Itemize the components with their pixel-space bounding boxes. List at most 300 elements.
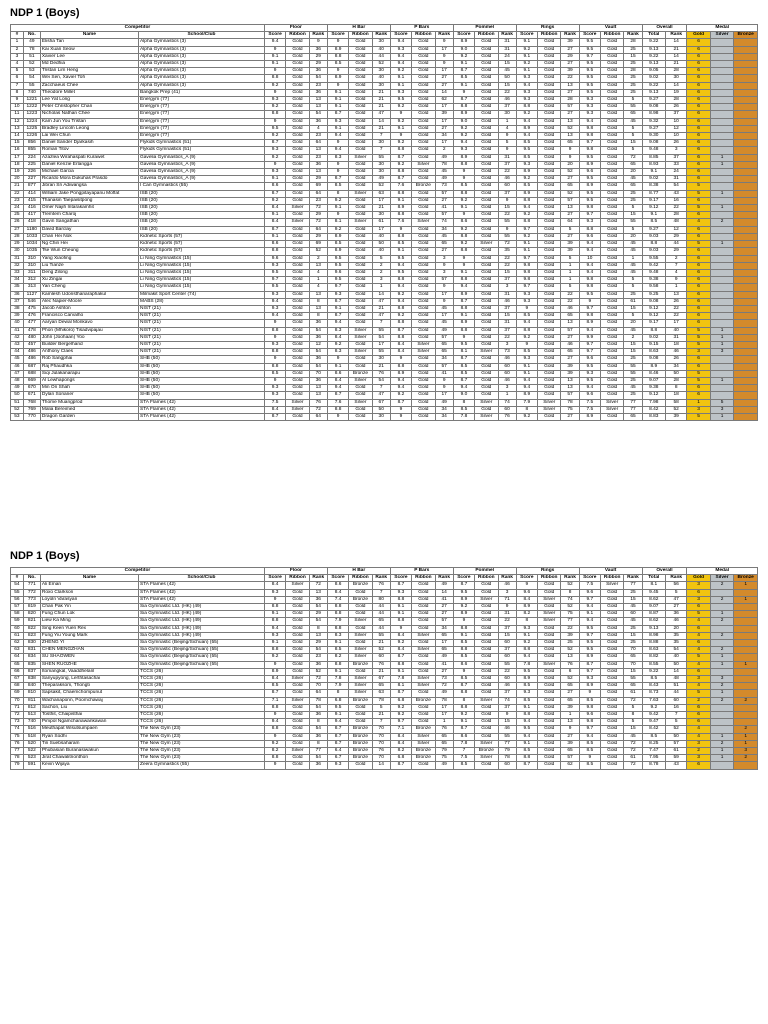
pommel-ribbon: Silver bbox=[475, 241, 498, 248]
col-name: Pimpol Ngamchanawankawan bbox=[40, 719, 138, 726]
pbars-score: 9.1 bbox=[390, 248, 411, 255]
col-no: 773 bbox=[23, 596, 40, 603]
medal-silver bbox=[710, 248, 733, 255]
hbar-ribbon: Gold bbox=[349, 712, 372, 719]
rings-rank: 52 bbox=[561, 647, 579, 654]
hbar-ribbon: Silver bbox=[349, 632, 372, 639]
pommel-rank: 60 bbox=[498, 406, 516, 413]
floor-ribbon: Gold bbox=[286, 604, 309, 611]
table-row bbox=[11, 704, 758, 711]
floor-ribbon: Gold bbox=[286, 262, 309, 269]
floor-score: 9 bbox=[264, 68, 285, 75]
col-num: 70 bbox=[11, 697, 24, 704]
pbars-ribbon: Gold bbox=[412, 291, 435, 298]
pbars-ribbon: Gold bbox=[412, 39, 435, 46]
table-row bbox=[11, 762, 758, 769]
col-num: 4 bbox=[11, 61, 24, 68]
floor-score: 9.5 bbox=[264, 269, 285, 276]
medal-bronze bbox=[734, 169, 758, 176]
vault-ribbon: Gold bbox=[600, 241, 623, 248]
vault-ribbon: Gold bbox=[600, 683, 623, 690]
hbar-rank: 14 bbox=[372, 762, 390, 769]
vault-score: 9.3 bbox=[579, 111, 600, 118]
hbar-ribbon: Bronze bbox=[349, 697, 372, 704]
overall-total: 9.42 bbox=[642, 262, 665, 269]
col-num: 39 bbox=[11, 313, 24, 320]
table-row bbox=[11, 611, 758, 618]
rings-ribbon: Gold bbox=[538, 582, 561, 589]
overall-total: 8.85 bbox=[642, 154, 665, 161]
overall-rank: 12 bbox=[666, 226, 687, 233]
floor-rank: 64 bbox=[309, 690, 327, 697]
pbars-score: 9.3 bbox=[390, 89, 411, 96]
floor-ribbon: Gold bbox=[286, 356, 309, 363]
vault-rank: 5 bbox=[624, 719, 642, 726]
rings-rank: 22 bbox=[561, 291, 579, 298]
table-row bbox=[11, 327, 758, 334]
overall-total: 9.25 bbox=[642, 291, 665, 298]
vault-rank: 72 bbox=[624, 154, 642, 161]
floor-rank: 64 bbox=[309, 140, 327, 147]
pbars-ribbon: Silver bbox=[412, 733, 435, 740]
rings-ribbon: Gold bbox=[538, 248, 561, 255]
col-num: 14 bbox=[11, 133, 24, 140]
pbars-score: 9.4 bbox=[390, 39, 411, 46]
vault-ribbon: Silver bbox=[600, 406, 623, 413]
floor-rank: 36 bbox=[309, 762, 327, 769]
table-row bbox=[11, 385, 758, 392]
col-no: 1224 bbox=[23, 118, 40, 125]
medal-bronze bbox=[734, 161, 758, 168]
floor-score: 9 bbox=[264, 161, 285, 168]
rings-score: 9.2 bbox=[516, 111, 537, 118]
medal-gold: 2 bbox=[687, 748, 710, 755]
overall-total: 9.1 bbox=[642, 169, 665, 176]
vault-rank: 5 bbox=[624, 97, 642, 104]
hbar-score: 8.7 bbox=[327, 298, 348, 305]
pommel-score: 7 bbox=[453, 748, 474, 755]
pbars-score: 8.7 bbox=[390, 399, 411, 406]
vault-score: 9.5 bbox=[579, 377, 600, 384]
col-no: 1223 bbox=[23, 111, 40, 118]
pommel-score: 8.5 bbox=[453, 363, 474, 370]
pbars-ribbon: Gold bbox=[412, 226, 435, 233]
col-num: 44 bbox=[11, 349, 24, 356]
pbars-score: 9 bbox=[390, 133, 411, 140]
pommel-rank: 9 bbox=[498, 604, 516, 611]
pommel-ribbon: Gold bbox=[475, 726, 498, 733]
medal-silver bbox=[710, 762, 733, 769]
pommel-rank: 55 bbox=[498, 661, 516, 668]
col-school: NIST (21) bbox=[139, 349, 265, 356]
hbar-ribbon: Gold bbox=[349, 89, 372, 96]
medal-silver: 2 bbox=[710, 582, 733, 589]
group-header: Pommel bbox=[453, 568, 516, 575]
vault-rank: 15 bbox=[624, 212, 642, 219]
pbars-score: 8.8 bbox=[390, 363, 411, 370]
col-school: Kidnetic Sports (57) bbox=[139, 241, 265, 248]
rings-rank: 52 bbox=[561, 604, 579, 611]
vault-ribbon: Gold bbox=[600, 39, 623, 46]
hbar-rank: 76 bbox=[372, 661, 390, 668]
hbar-rank: 70 bbox=[372, 726, 390, 733]
floor-score: 9 bbox=[264, 356, 285, 363]
overall-total: 9.02 bbox=[642, 334, 665, 341]
col-num: 6 bbox=[11, 75, 24, 82]
hbar-rank: 30 bbox=[372, 169, 390, 176]
pbars-score: 7.6 bbox=[390, 219, 411, 226]
col-num: 1 bbox=[11, 39, 24, 46]
rings-rank: 57 bbox=[561, 197, 579, 204]
pommel-score: 9 bbox=[453, 169, 474, 176]
rings-rank: 65 bbox=[561, 349, 579, 356]
hbar-rank: 21 bbox=[372, 97, 390, 104]
medal-gold: 6 bbox=[687, 291, 710, 298]
hbar-rank: 78 bbox=[372, 697, 390, 704]
col-no: 54 bbox=[23, 75, 40, 82]
hbar-score: 8.7 bbox=[327, 392, 348, 399]
pommel-ribbon: Gold bbox=[475, 46, 498, 53]
rings-ribbon: Silver bbox=[538, 618, 561, 625]
overall-rank: 29 bbox=[666, 248, 687, 255]
medal-silver bbox=[710, 726, 733, 733]
col-name: Siqi Julakanarapu bbox=[40, 370, 138, 377]
overall-total: 9.42 bbox=[642, 712, 665, 719]
pommel-ribbon: Gold bbox=[475, 269, 498, 276]
overall-total: 9.02 bbox=[642, 176, 665, 183]
pommel-ribbon: Gold bbox=[475, 291, 498, 298]
overall-total: 8.77 bbox=[642, 190, 665, 197]
vault-ribbon: Gold bbox=[600, 68, 623, 75]
hbar-score: 7.6 bbox=[327, 399, 348, 406]
rings-score: 8.5 bbox=[516, 683, 537, 690]
floor-rank: 54 bbox=[309, 349, 327, 356]
hbar-rank: 30 bbox=[372, 140, 390, 147]
medal-silver bbox=[710, 212, 733, 219]
hbar-ribbon: Bronze bbox=[349, 740, 372, 747]
floor-rank: 29 bbox=[309, 611, 327, 618]
header-pommel-score: Score bbox=[453, 32, 474, 39]
table-row bbox=[11, 625, 758, 632]
pbars-rank: 45 bbox=[435, 169, 453, 176]
col-num: 16 bbox=[11, 147, 24, 154]
group-header: Overall bbox=[642, 568, 687, 575]
col-no: 1033 bbox=[23, 233, 40, 240]
rings-ribbon: Gold bbox=[538, 118, 561, 125]
vault-rank: 25 bbox=[624, 392, 642, 399]
vault-score: 8.8 bbox=[579, 226, 600, 233]
vault-score: 9.5 bbox=[579, 68, 600, 75]
vault-score: 9.7 bbox=[579, 632, 600, 639]
pbars-ribbon: Gold bbox=[412, 406, 435, 413]
pbars-score: 9.1 bbox=[390, 125, 411, 132]
medal-silver: 1 bbox=[710, 755, 733, 762]
overall-rank: 48 bbox=[666, 676, 687, 683]
floor-ribbon: Gold bbox=[286, 392, 309, 399]
pommel-ribbon: Silver bbox=[475, 349, 498, 356]
pommel-score: 8.9 bbox=[453, 154, 474, 161]
vault-score: 7.5 bbox=[579, 406, 600, 413]
hbar-rank: 3 bbox=[372, 277, 390, 284]
col-school: Gavelia Gymnastics_A (9) bbox=[139, 169, 265, 176]
pbars-ribbon: Gold bbox=[412, 313, 435, 320]
table-row bbox=[11, 377, 758, 384]
overall-rank: 18 bbox=[666, 392, 687, 399]
overall-rank: 59 bbox=[666, 755, 687, 762]
pommel-score: 9.0 bbox=[453, 46, 474, 53]
floor-score: 8.8 bbox=[264, 248, 285, 255]
rings-score: 8 bbox=[516, 618, 537, 625]
pommel-ribbon: Gold bbox=[475, 589, 498, 596]
floor-ribbon: Gold bbox=[286, 377, 309, 384]
medal-silver: 3 bbox=[710, 349, 733, 356]
table-row bbox=[11, 277, 758, 284]
overall-rank: 31 bbox=[666, 176, 687, 183]
hbar-ribbon: Silver bbox=[349, 334, 372, 341]
col-name: Rob Sangphai bbox=[40, 356, 138, 363]
hbar-score: 9.1 bbox=[327, 668, 348, 675]
pommel-rank: 22 bbox=[498, 668, 516, 675]
medal-gold: 6 bbox=[687, 640, 710, 647]
medal-silver bbox=[710, 719, 733, 726]
pbars-rank: 57 bbox=[435, 277, 453, 284]
pommel-score: 8.7 bbox=[453, 582, 474, 589]
hbar-score: 8.9 bbox=[327, 248, 348, 255]
vault-score: 9.6 bbox=[579, 589, 600, 596]
medal-silver bbox=[710, 140, 733, 147]
pommel-rank: 15 bbox=[498, 61, 516, 68]
vault-rank: 45 bbox=[624, 327, 642, 334]
floor-rank: 54 bbox=[309, 726, 327, 733]
medal-silver bbox=[710, 133, 733, 140]
col-name: CHEN MENGZHAN bbox=[40, 647, 138, 654]
table-row bbox=[11, 370, 758, 377]
hbar-score: 9.6 bbox=[327, 269, 348, 276]
overall-rank: 5 bbox=[666, 719, 687, 726]
col-name: Builder Bergelhand bbox=[40, 341, 138, 348]
floor-score: 8.5 bbox=[264, 683, 285, 690]
pbars-ribbon: Silver bbox=[412, 647, 435, 654]
header-medal-silver: Silver bbox=[710, 575, 733, 582]
overall-rank: 52 bbox=[666, 726, 687, 733]
pbars-score: 9.1 bbox=[390, 82, 411, 89]
pommel-ribbon: Gold bbox=[475, 313, 498, 320]
pommel-ribbon: Gold bbox=[475, 640, 498, 647]
pommel-score: 8.5 bbox=[453, 183, 474, 190]
pommel-ribbon: Gold bbox=[475, 363, 498, 370]
col-no: 687 bbox=[23, 363, 40, 370]
col-num: 61 bbox=[11, 632, 24, 639]
pbars-score: 9.4 bbox=[390, 377, 411, 384]
overall-rank: 14 bbox=[666, 39, 687, 46]
pommel-rank: 72 bbox=[498, 241, 516, 248]
pbars-ribbon: Gold bbox=[412, 97, 435, 104]
medal-bronze bbox=[734, 97, 758, 104]
hbar-ribbon: Silver bbox=[349, 690, 372, 697]
vault-rank: 25 bbox=[624, 625, 642, 632]
rings-ribbon: Gold bbox=[538, 291, 561, 298]
overall-total: 9.13 bbox=[642, 46, 665, 53]
rings-score: 8.2 bbox=[516, 611, 537, 618]
pommel-ribbon: Gold bbox=[475, 356, 498, 363]
vault-score: 9.4 bbox=[579, 241, 600, 248]
rings-score: 9.6 bbox=[516, 589, 537, 596]
overall-total: 9.12 bbox=[642, 392, 665, 399]
rings-ribbon: Gold bbox=[538, 269, 561, 276]
overall-rank: 35 bbox=[666, 632, 687, 639]
overall-total: 9.48 bbox=[642, 147, 665, 154]
pbars-score: 8.7 bbox=[390, 176, 411, 183]
pbars-ribbon: Gold bbox=[412, 704, 435, 711]
col-name: Ali Eman bbox=[40, 582, 138, 589]
floor-score: 9.3 bbox=[264, 392, 285, 399]
rings-rank: 39 bbox=[561, 704, 579, 711]
hbar-rank: 44 bbox=[372, 625, 390, 632]
pbars-ribbon: Gold bbox=[412, 690, 435, 697]
hbar-score: 8 bbox=[327, 190, 348, 197]
col-name: Raj Phaudhka bbox=[40, 363, 138, 370]
vault-score: 8.9 bbox=[579, 413, 600, 420]
hbar-rank: 14 bbox=[372, 118, 390, 125]
rings-ribbon: Gold bbox=[538, 190, 561, 197]
vault-ribbon: Gold bbox=[600, 161, 623, 168]
rings-rank: 8 bbox=[561, 589, 579, 596]
floor-rank: 13 bbox=[309, 147, 327, 154]
floor-rank: 29 bbox=[309, 212, 327, 219]
col-no: 770 bbox=[23, 413, 40, 420]
header-medal-gold: Gold bbox=[687, 575, 710, 582]
vault-ribbon: Gold bbox=[600, 125, 623, 132]
pommel-rank: 3 bbox=[498, 341, 516, 348]
pommel-ribbon: Gold bbox=[475, 61, 498, 68]
pommel-score: 8.8 bbox=[453, 625, 474, 632]
hbar-score: 8.7 bbox=[327, 313, 348, 320]
section-title: NDP 1 (Boys) bbox=[10, 550, 80, 562]
floor-rank: 36 bbox=[309, 334, 327, 341]
overall-rank: 9 bbox=[666, 277, 687, 284]
medal-gold: 6 bbox=[687, 176, 710, 183]
header-hbar-score: Score bbox=[327, 32, 348, 39]
vault-ribbon: Gold bbox=[600, 604, 623, 611]
medal-gold: 3 bbox=[687, 406, 710, 413]
pommel-rank: 46 bbox=[498, 683, 516, 690]
medal-silver: 1 bbox=[710, 611, 733, 618]
pbars-rank: 34 bbox=[435, 356, 453, 363]
pbars-score: 9 bbox=[390, 226, 411, 233]
vault-rank: 72 bbox=[624, 740, 642, 747]
vault-score: 9.8 bbox=[579, 133, 600, 140]
pommel-rank: 15 bbox=[498, 269, 516, 276]
floor-ribbon: Gold bbox=[286, 255, 309, 262]
pbars-rank: 49 bbox=[435, 176, 453, 183]
overall-rank: 26 bbox=[666, 104, 687, 111]
col-num: 42 bbox=[11, 334, 24, 341]
rings-rank: 65 bbox=[561, 183, 579, 190]
col-school: SHB (50) bbox=[139, 392, 265, 399]
col-no: 227 bbox=[23, 176, 40, 183]
vault-ribbon: Gold bbox=[600, 269, 623, 276]
hbar-score: 9.1 bbox=[327, 125, 348, 132]
hbar-rank: 30 bbox=[372, 413, 390, 420]
rings-ribbon: Gold bbox=[538, 205, 561, 212]
rings-score: 9.1 bbox=[516, 632, 537, 639]
pommel-score: 9.5 bbox=[453, 589, 474, 596]
overall-total: 9.08 bbox=[642, 356, 665, 363]
col-school: The New Gym (23) bbox=[139, 740, 265, 747]
medal-silver bbox=[710, 712, 733, 719]
pbars-rank: 27 bbox=[435, 125, 453, 132]
col-school: Energym (77) bbox=[139, 118, 265, 125]
pommel-score: 8.5 bbox=[453, 762, 474, 769]
rings-rank: 25 bbox=[561, 640, 579, 647]
vault-ribbon: Gold bbox=[600, 596, 623, 603]
col-name: Aaryan Dewal Monkavo bbox=[40, 320, 138, 327]
pommel-rank: 31 bbox=[498, 39, 516, 46]
overall-total: 8.63 bbox=[642, 349, 665, 356]
table-row bbox=[11, 161, 758, 168]
floor-rank: 76 bbox=[309, 399, 327, 406]
medal-bronze bbox=[734, 356, 758, 363]
pbars-ribbon: Gold bbox=[412, 176, 435, 183]
col-name: Phon (Mhikoro) Tisadvipajau bbox=[40, 327, 138, 334]
floor-ribbon: Gold bbox=[286, 104, 309, 111]
table-row bbox=[11, 733, 758, 740]
pbars-score: 9.3 bbox=[390, 589, 411, 596]
col-num: 31 bbox=[11, 255, 24, 262]
col-school: The New Gym (23) bbox=[139, 748, 265, 755]
pbars-score: 7.6 bbox=[390, 183, 411, 190]
pbars-rank: 45 bbox=[435, 320, 453, 327]
table-row bbox=[11, 241, 758, 248]
medal-gold: 6 bbox=[687, 277, 710, 284]
overall-total: 8.73 bbox=[642, 690, 665, 697]
rings-score: 8.5 bbox=[516, 697, 537, 704]
group-header: H Bar bbox=[327, 568, 390, 575]
medal-bronze bbox=[734, 241, 758, 248]
vault-ribbon: Gold bbox=[600, 169, 623, 176]
hbar-score: 8.9 bbox=[327, 46, 348, 53]
pommel-ribbon: Gold bbox=[475, 147, 498, 154]
hbar-ribbon: Gold bbox=[349, 53, 372, 60]
pommel-ribbon: Gold bbox=[475, 647, 498, 654]
col-name: Yan Cheng bbox=[40, 284, 138, 291]
col-num: 69 bbox=[11, 690, 24, 697]
rings-rank: 13 bbox=[561, 118, 579, 125]
pommel-ribbon: Gold bbox=[475, 53, 498, 60]
table-row bbox=[11, 334, 758, 341]
overall-total: 9.38 bbox=[642, 385, 665, 392]
pommel-ribbon: Gold bbox=[475, 604, 498, 611]
pbars-rank: 78 bbox=[435, 161, 453, 168]
rings-ribbon: Gold bbox=[538, 133, 561, 140]
pbars-rank: 49 bbox=[435, 690, 453, 697]
rings-score: 9.3 bbox=[516, 75, 537, 82]
hbar-score: 9.1 bbox=[327, 89, 348, 96]
medal-bronze bbox=[734, 262, 758, 269]
rings-ribbon: Silver bbox=[538, 611, 561, 618]
floor-rank: 1 bbox=[309, 277, 327, 284]
rings-rank: 57 bbox=[561, 104, 579, 111]
hbar-ribbon: Gold bbox=[349, 233, 372, 240]
floor-ribbon: Gold bbox=[286, 341, 309, 348]
col-num: 67 bbox=[11, 676, 24, 683]
pommel-rank: 73 bbox=[498, 349, 516, 356]
pommel-rank: 37 bbox=[498, 327, 516, 334]
col-name: Wei Sen, Xavier Toh bbox=[40, 75, 138, 82]
vault-ribbon: Gold bbox=[600, 356, 623, 363]
rings-ribbon: Gold bbox=[538, 704, 561, 711]
rings-rank: 27 bbox=[561, 690, 579, 697]
